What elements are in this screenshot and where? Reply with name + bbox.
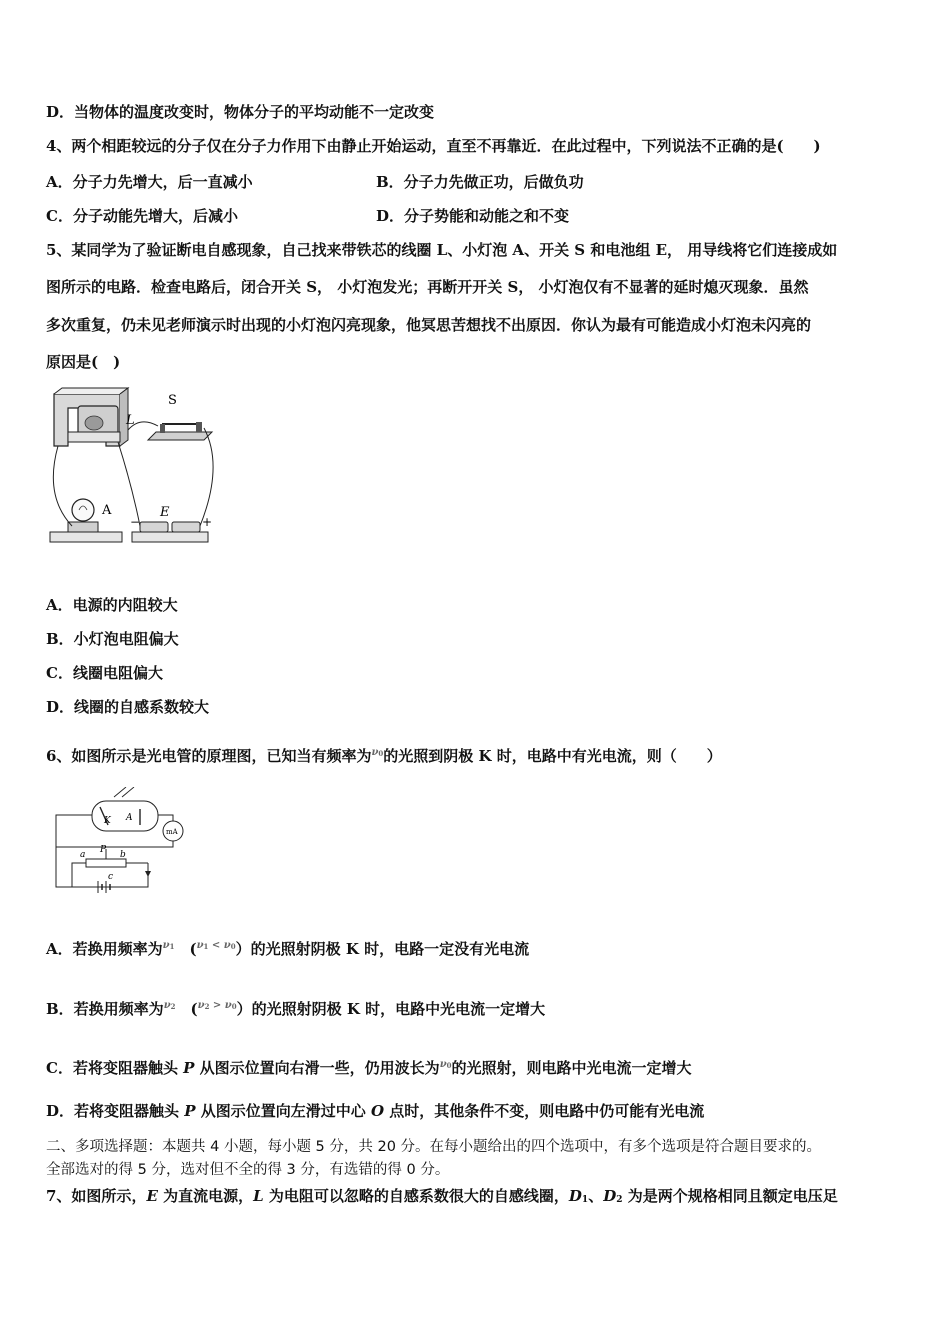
q6-option-a-cond-nu1-sub: 1 — [203, 942, 209, 951]
q7-d1-sub: 1 — [581, 1195, 589, 1205]
q7-e: E — [146, 1187, 158, 1205]
q4-stem: 4、两个相距较远的分子仅在分子力作用下由静止开始运动，直至不再靠近．在此过程中，下列说法不正确的是( ) — [46, 137, 821, 155]
q6-nu0-sub: 0 — [378, 749, 384, 758]
q5-label-plus: + — [202, 515, 213, 529]
q3-option-d: D．当物体的温度改变时，物体分子的平均动能不一定改变 — [46, 103, 435, 121]
q6-option-c-pre: C．若将变阻器触头 — [46, 1059, 184, 1077]
q6-option-a-nu-sub: 1 — [169, 942, 175, 951]
section2-instructions-line-1: 二、多项选择题：本题共 4 小题，每小题 5 分，共 20 分。在每小题给出的四个选项中，有多个选项是符合题目要求的。 — [46, 1139, 822, 1155]
q6-option-a-nu: ν — [162, 940, 170, 951]
q6-option-c-symbol — [440, 1059, 452, 1070]
q7-sep: 、 — [588, 1187, 604, 1205]
q6-option-a-post: 的光照射阴极 K 时，电路一定没有光电流 — [250, 940, 530, 958]
q7-pre: 7、如图所示， — [46, 1187, 147, 1205]
q6-option-b-nu-sub: 2 — [170, 1002, 176, 1011]
q6-option-b: B．若换用频率为$^{\nu 2}$ ($^{\nu 2 > \nu 0}$）的光照射阴极 K 时，电路中光电流一定增大 — [46, 1000, 546, 1018]
q6-option-a-condition — [197, 940, 236, 951]
q7-stem — [46, 1186, 838, 1210]
q6-option-c-p: P — [183, 1059, 195, 1077]
q4-option-d: D．分子势能和动能之和不变 — [376, 207, 570, 225]
q6-option-b-symbol — [164, 1000, 176, 1011]
q6-option-c-nu-sub: 0 — [446, 1061, 452, 1070]
q6-option-a-pre: A．若换用频率为 — [46, 940, 163, 958]
q7-post: 为是两个规格相同且额定电压足 — [622, 1187, 838, 1205]
q6-option-a-cond-nu1: ν — [196, 940, 204, 951]
q5-option-a: A．电源的内阻较大 — [46, 596, 178, 614]
q6-label-c: c — [108, 872, 114, 882]
q6-option-b-cond-cmp: > — [209, 1000, 225, 1011]
q6-phototube-figure — [52, 787, 192, 897]
q7-d2-letter: D — [603, 1187, 617, 1205]
q7-mid1: 为直流电源， — [157, 1187, 254, 1205]
q7-mid2: 为电阻可以忽略的自感系数很大的自感线圈， — [263, 1187, 569, 1205]
q5-label-minus: − — [130, 515, 141, 529]
q5-label-s: S — [168, 393, 177, 408]
q5-stem-line-1: 5、某同学为了验证断电自感现象，自己找来带铁芯的线圈 L、小灯泡 A、开关 S 和电池组 E， 用导线将它们连接成如 — [46, 241, 838, 259]
q6-option-b-cond-nu2: ν — [197, 1000, 205, 1011]
q6-label-p: P — [100, 845, 107, 855]
q6-option-c-post: 的光照射，则电路中光电流一定增大 — [451, 1059, 692, 1077]
q6-option-d-p: P — [184, 1102, 196, 1120]
q6-option-a-symbol — [163, 940, 175, 951]
q6-label-a: a — [80, 850, 86, 860]
q4-option-b: B．分子力先做正功，后做负功 — [376, 173, 584, 191]
q6-stem-post: 的光照到阴极 K 时，电路中有光电流，则（ ） — [383, 747, 722, 765]
q6-label-k: K — [104, 816, 111, 826]
q6-option-d-post: 点时，其他条件不变，则电路中仍可能有光电流 — [384, 1102, 705, 1120]
q5-option-b: B．小灯泡电阻偏大 — [46, 630, 179, 648]
q6-option-b-pre: B．若换用频率为 — [46, 1000, 164, 1018]
q7-d1 — [569, 1187, 588, 1205]
q6-option-c — [46, 1055, 692, 1078]
q5-option-d: D．线圈的自感系数较大 — [46, 698, 210, 716]
q6-option-c-mid: 从图示位置向右滑一些，仍用波长为 — [194, 1059, 440, 1077]
q4-options-row-2 — [46, 206, 570, 226]
q6-label-b: b — [120, 850, 126, 860]
q7-l: L — [253, 1187, 264, 1205]
q7-d1-letter: D — [568, 1187, 582, 1205]
q5-label-l: L — [126, 413, 135, 428]
q6-option-b-cond-nu0-sub: 0 — [231, 1002, 237, 1011]
q6-option-d-mid: 从图示位置向左滑过中心 — [195, 1102, 371, 1120]
q6-option-a-cond-nu0-sub: 0 — [230, 942, 236, 951]
q6-label-anode: A — [126, 813, 133, 823]
q6-option-b-cond-nu0: ν — [224, 1000, 232, 1011]
q6-option-c-nu: ν — [439, 1059, 447, 1070]
q6-stem-pre: 6、如图所示是光电管的原理图，已知当有频率为 — [46, 747, 372, 765]
q5-circuit-figure — [44, 386, 219, 550]
q7-d2-sub: 2 — [616, 1195, 623, 1205]
q6-stem — [46, 743, 722, 766]
q5-label-a: A — [102, 503, 112, 518]
q6-nu0-symbol — [371, 747, 383, 758]
q4-options-row-1 — [46, 172, 584, 192]
q6-label-meter: mA — [166, 828, 178, 836]
q6-option-b-condition — [198, 1000, 237, 1011]
q5-label-e: E — [160, 505, 170, 520]
q4-option-a: A．分子力先增大，后一直减小 — [46, 173, 253, 191]
q6-option-a-cond-nu0: ν — [223, 940, 231, 951]
q6-option-a-cond-cmp: < — [208, 940, 224, 951]
q5-stem-line-3: 多次重复，仍未见老师演示时出现的小灯泡闪亮现象，他冥思苦想找不出原因．你认为最有可能造成小灯泡未闪亮的 — [46, 316, 812, 334]
q4-option-c: C．分子动能先增大，后减小 — [46, 207, 238, 225]
q6-option-b-cond-nu2-sub: 2 — [204, 1002, 210, 1011]
q5-stem-line-4: 原因是( ) — [46, 353, 121, 371]
q5-option-c: C．线圈电阻偏大 — [46, 664, 163, 682]
q5-stem-line-2: 图所示的电路．检查电路后，闭合开关 S， 小灯泡发光；再断开开关 S， 小灯泡仅有不显著的延时熄灭现象．虽然 — [46, 278, 809, 296]
section2-instructions-line-2: 全部选对的得 5 分，选对但不全的得 3 分，有选错的得 0 分。 — [46, 1162, 450, 1178]
q6-option-d-o: O — [370, 1102, 385, 1120]
q6-option-a: A．若换用频率为$^{\nu 1}$ ($^{\nu 1 < \nu 0}$）的光照射阴极 K 时，电路一定没有光电流 — [46, 940, 530, 958]
q6-option-d-pre: D．若将变阻器触头 — [46, 1102, 185, 1120]
q6-option-d — [46, 1101, 704, 1121]
q6-option-b-nu: ν — [163, 1000, 171, 1011]
q6-nu0: ν — [371, 747, 379, 758]
q6-option-b-post: 的光照射阴极 K 时，电路中光电流一定增大 — [251, 1000, 546, 1018]
q7-d2 — [603, 1187, 622, 1205]
